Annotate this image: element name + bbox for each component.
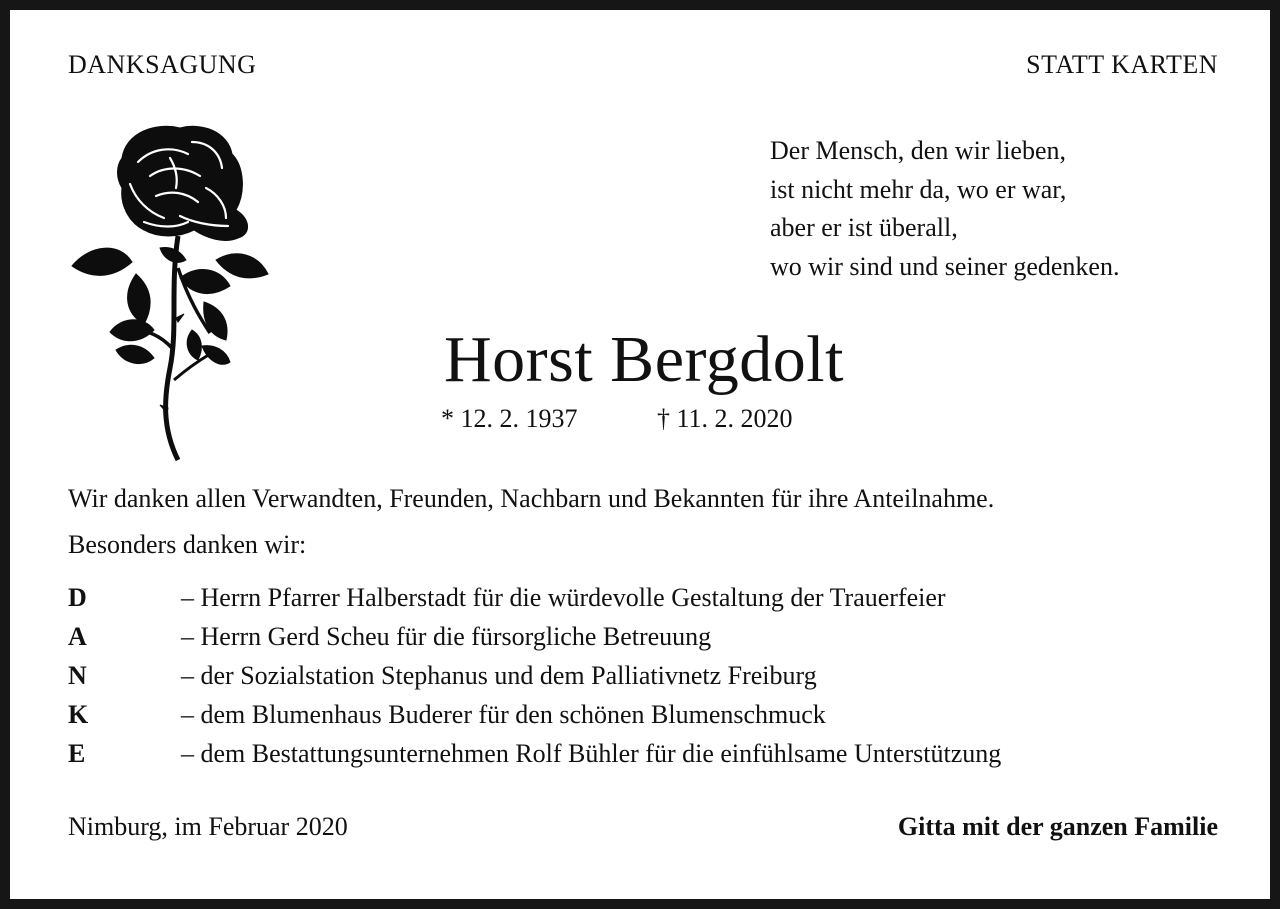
danke-letter: K bbox=[68, 700, 89, 729]
death-date: † 11. 2. 2020 bbox=[657, 404, 793, 433]
danke-text: – dem Bestattungsunternehmen Rolf Bühler für die einfühlsame Unterstützung bbox=[181, 739, 1002, 768]
poem-line: Der Mensch, den wir lieben, bbox=[770, 136, 1067, 165]
deceased-name: Horst Bergdolt bbox=[444, 323, 844, 396]
rose-icon bbox=[60, 118, 280, 472]
danke-letter: D bbox=[68, 583, 87, 612]
danke-text: – dem Blumenhaus Buderer für den schönen Blumenschmuck bbox=[181, 700, 826, 729]
poem-line: ist nicht mehr da, wo er war, bbox=[770, 174, 1067, 204]
thanks-line: Wir danken allen Verwandten, Freunden, Nachbarn und Bekannten für ihre Anteilnahme. bbox=[68, 484, 995, 513]
danke-text: – Herrn Gerd Scheu für die fürsorgliche Betreuung bbox=[181, 622, 712, 651]
danke-letter: E bbox=[68, 739, 86, 768]
danke-list bbox=[68, 578, 1001, 773]
list-item bbox=[68, 695, 1001, 734]
poem bbox=[770, 132, 1119, 286]
place-date: Nimburg, im Februar 2020 bbox=[68, 812, 348, 841]
birth-date: * 12. 2. 1937 bbox=[441, 404, 578, 433]
header-statt-karten: STATT KARTEN bbox=[1026, 50, 1218, 79]
danke-letter: A bbox=[68, 622, 87, 651]
poem-line: aber er ist überall, bbox=[770, 213, 958, 242]
danke-text: – Herrn Pfarrer Halberstadt für die würdevolle Gestaltung der Trauerfeier bbox=[181, 583, 946, 612]
signature: Gitta mit der ganzen Familie bbox=[897, 812, 1218, 841]
danke-text: – der Sozialstation Stephanus und dem Palliativnetz Freiburg bbox=[181, 661, 817, 690]
poem-line: wo wir sind und seiner gedenken. bbox=[770, 251, 1120, 281]
list-item bbox=[68, 578, 1001, 617]
danke-letter: N bbox=[68, 661, 87, 690]
special-thanks-intro: Besonders danken wir: bbox=[68, 530, 307, 559]
header-danksagung: DANKSAGUNG bbox=[68, 50, 257, 79]
list-item bbox=[68, 734, 1001, 773]
list-item bbox=[68, 656, 1001, 695]
list-item bbox=[68, 617, 1001, 656]
